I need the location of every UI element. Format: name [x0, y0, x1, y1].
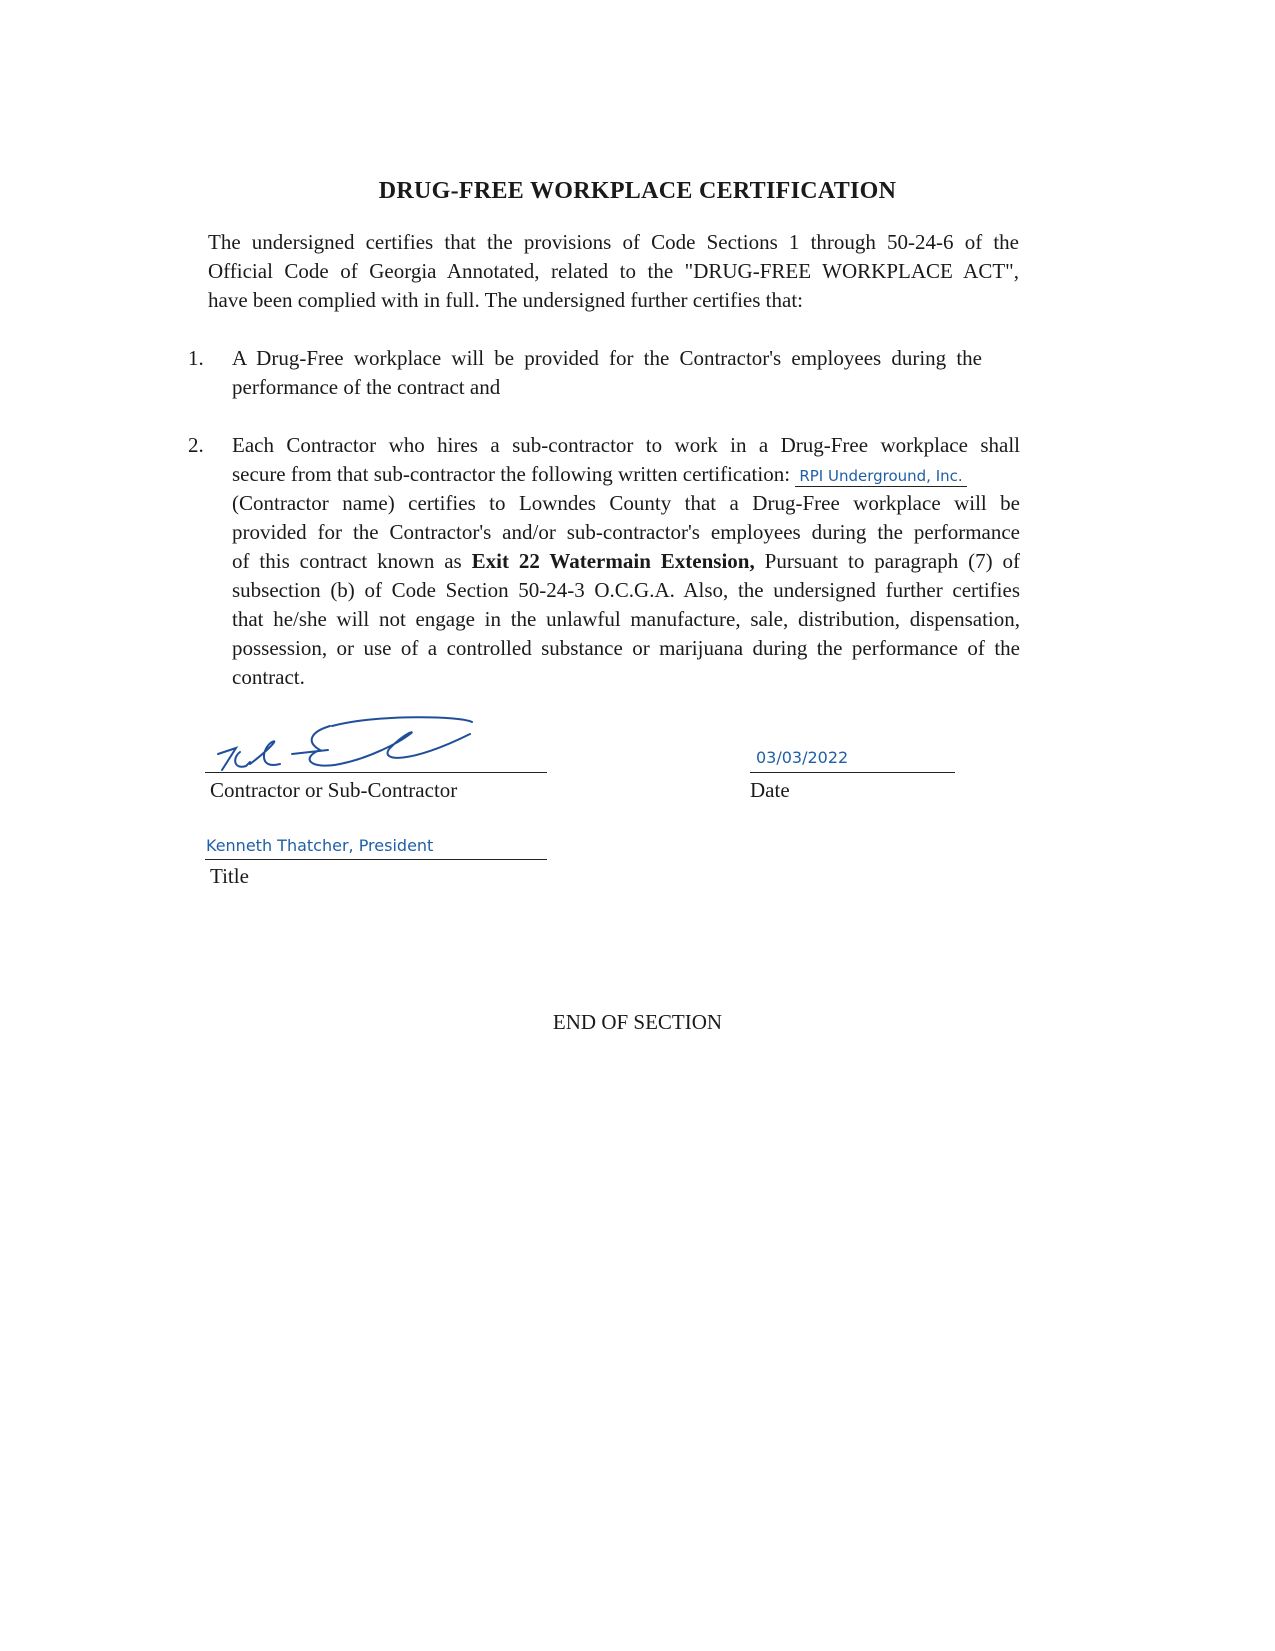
project-name: Exit 22 Watermain Extension, [471, 549, 755, 573]
document-title: DRUG-FREE WORKPLACE CERTIFICATION [378, 178, 897, 204]
item-line: A Drug-Free workplace will be provided for the Contractor's employees during the [232, 346, 982, 370]
item-line: of this contract known as Exit 22 Watermain Extension, Pursuant to paragraph (7) of [232, 549, 1021, 573]
item-line: that he/she will not engage in the unlawful manufacture, sale, distribution, dispensation, [232, 607, 1020, 631]
signature-label: Contractor or Sub-Contractor [210, 778, 458, 802]
title-field[interactable]: Kenneth Thatcher, President [206, 836, 434, 855]
end-of-section: END OF SECTION [552, 1010, 723, 1034]
item-line: secure from that sub-contractor the following written certification: RPI Underground, Inc. [232, 460, 1020, 489]
item-line: subsection (b) of Code Section 50-24-3 O.C.G.A. Also, the undersigned further certifies [232, 578, 1020, 602]
date-label: Date [750, 778, 790, 802]
item-line: possession, or use of a controlled substance or marijuana during the performance of the [232, 636, 1020, 660]
intro-line: have been complied with in full. The undersigned further certifies that: [208, 288, 804, 312]
title-line [205, 859, 547, 860]
intro-line: Official Code of Georgia Annotated, related to the "DRUG-FREE WORKPLACE ACT", [208, 259, 1019, 283]
contractor-name-field[interactable]: RPI Underground, Inc. [795, 466, 966, 487]
date-field[interactable]: 03/03/2022 [756, 748, 849, 767]
intro-paragraph [208, 228, 1019, 315]
item-line: performance of the contract and [232, 375, 501, 399]
intro-line: The undersigned certifies that the provisions of Code Sections 1 through 50-24-6 of the [208, 230, 1019, 254]
item-number: 1. [188, 346, 204, 370]
signature-image [210, 712, 480, 774]
item-line: (Contractor name) certifies to Lowndes County that a Drug-Free workplace will be [232, 491, 1020, 515]
signature-line[interactable] [205, 772, 547, 773]
item-number: 2. [188, 433, 204, 457]
item-2 [232, 431, 1020, 692]
item-line: provided for the Contractor's and/or sub-contractor's employees during the performance [232, 520, 1020, 544]
item-1 [232, 344, 982, 402]
date-line [750, 772, 955, 773]
item-line: Each Contractor who hires a sub-contractor to work in a Drug-Free workplace shall [232, 433, 1020, 457]
title-label: Title [210, 864, 249, 888]
item-line: contract. [232, 665, 305, 689]
